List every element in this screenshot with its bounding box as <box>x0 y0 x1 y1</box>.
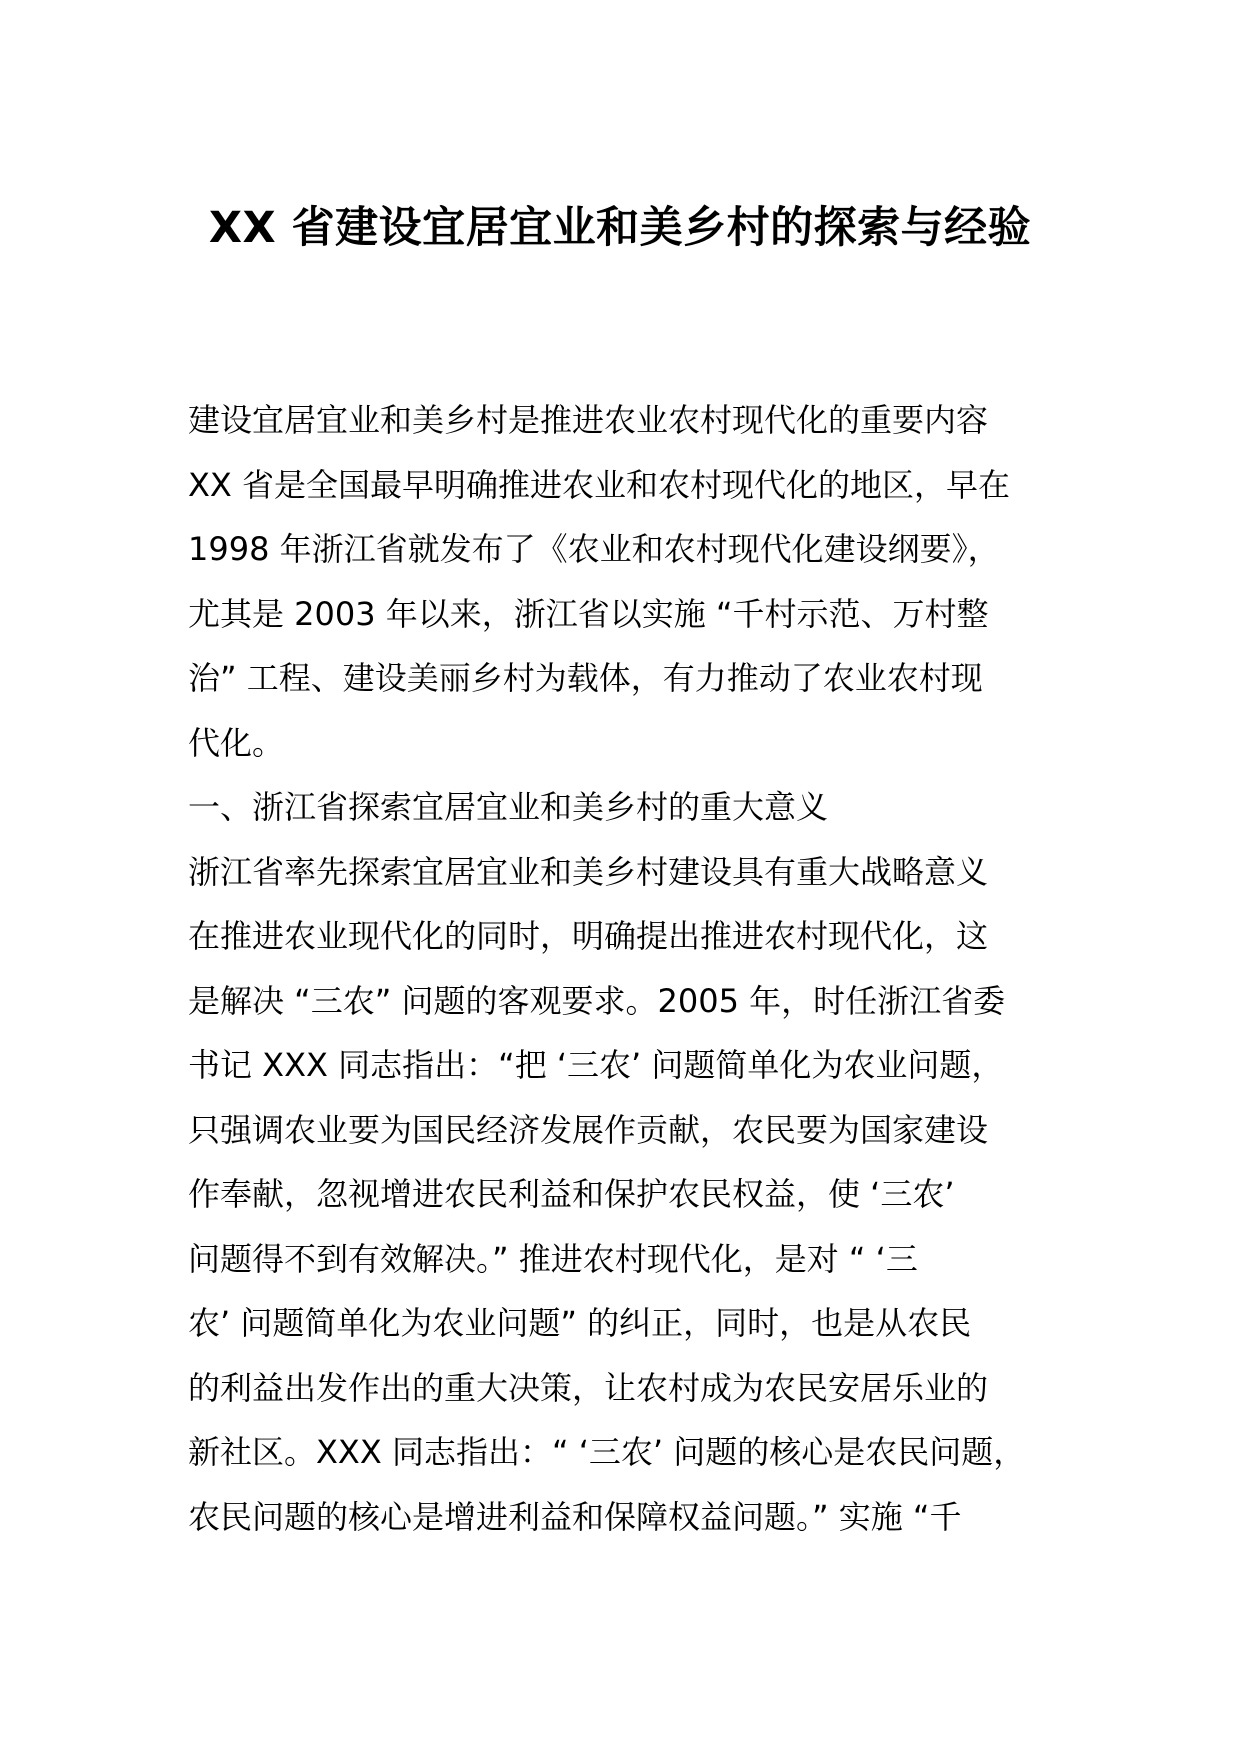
body-line: 书记 XXX 同志指出：“把 ‘三农’ 问题简单化为农业问题， <box>188 1046 1004 1084</box>
body-line: 农民问题的核心是增进利益和保障权益问题。” 实施 “千 <box>188 1497 962 1536</box>
section-heading: 一、浙江省探索宜居宜业和美乡村的重大意义 <box>188 788 829 826</box>
body-line: 是解决 “三农” 问题的客观要求。2005 年，时任浙江省委 <box>188 981 1006 1020</box>
body-line: XX 省是全国最早明确推进农业和农村现代化的地区，早在 <box>188 465 1011 504</box>
body-line: 只强调农业要为国民经济发展作贡献，农民要为国家建设 <box>188 1110 989 1149</box>
body-line: 的利益出发作出的重大决策，让农村成为农民安居乐业的 <box>188 1368 989 1407</box>
body-line: 新社区。XXX 同志指出：“ ‘三农’ 问题的核心是农民问题， <box>188 1433 1026 1471</box>
body-line: 浙江省率先探索宜居宜业和美乡村建设具有重大战略意义 <box>188 852 989 891</box>
body-line: 问题得不到有效解决。” 推进农村现代化，是对 “ ‘三 <box>188 1239 918 1278</box>
body-line: 建设宜居宜业和美乡村是推进农业农村现代化的重要内容 <box>188 401 989 439</box>
body-line: 1998 年浙江省就发布了《农业和农村现代化建设纲要》， <box>188 530 1000 568</box>
body-line: 尤其是 2003 年以来，浙江省以实施 “千村示范、万村整 <box>188 594 989 633</box>
document-title: XX 省建设宜居宜业和美乡村的探索与经验 <box>208 203 1032 253</box>
body-line: 治” 工程、建设美丽乡村为载体，有力推动了农业农村现 <box>188 659 983 697</box>
body-line: 农’ 问题简单化为农业问题” 的纠正，同时，也是从农民 <box>188 1304 972 1342</box>
document-body <box>188 388 1088 1549</box>
body-line: 在推进农业现代化的同时，明确提出推进农村现代化，这 <box>188 917 989 955</box>
body-line: 代化。 <box>188 723 285 762</box>
body-line: 作奉献，忽视增进农民利益和保护农民权益，使 ‘三农’ <box>188 1175 955 1213</box>
